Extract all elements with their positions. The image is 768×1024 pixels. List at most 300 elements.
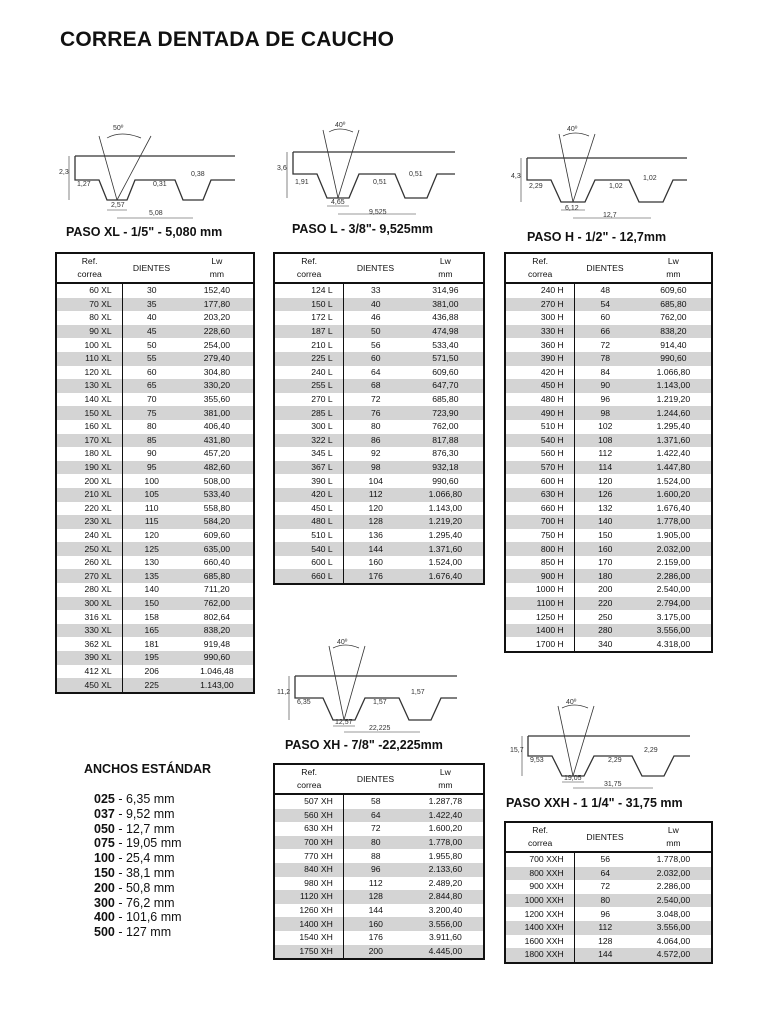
dientes-cell: 158 xyxy=(144,611,159,622)
ref-cell: 124 L xyxy=(274,283,343,298)
table-row xyxy=(56,406,254,420)
lw-cell: 647,70 xyxy=(408,379,484,393)
table-row xyxy=(56,366,254,380)
ref-cell: 1120 XH xyxy=(274,890,343,904)
ref-cell: 450 H xyxy=(505,379,574,393)
dientes-cell: 72 xyxy=(600,339,611,350)
table-row xyxy=(274,809,484,823)
diagram-xl-angle: 50º xyxy=(113,125,124,132)
dientes-cell: 65 xyxy=(122,379,181,393)
lw-cell: 1.447,80 xyxy=(636,461,712,475)
diagram-xl-d2: 1,27 xyxy=(77,181,91,188)
lw-cell: 1.778,00 xyxy=(408,836,484,850)
anchos-item xyxy=(94,851,182,866)
dientes-cell: 180 xyxy=(574,569,636,583)
dientes-cell: 140 xyxy=(144,584,159,595)
ref-cell: 1000 H xyxy=(505,583,574,597)
lw-cell: 2.844,80 xyxy=(408,890,484,904)
table-row xyxy=(56,298,254,312)
dientes-cell: 128 xyxy=(343,515,408,529)
ref-cell: 330 XL xyxy=(56,624,122,638)
table-row xyxy=(274,474,484,488)
table-row xyxy=(274,298,484,312)
lw-cell: 1.524,00 xyxy=(428,557,463,568)
table-row xyxy=(274,393,484,407)
table-row xyxy=(505,488,712,502)
table-row xyxy=(56,488,254,502)
table-row xyxy=(274,890,484,904)
dientes-cell: 114 xyxy=(574,461,636,475)
anchos-value: - 127 mm xyxy=(114,925,172,940)
lw-cell: 990,60 xyxy=(432,475,459,486)
ref-cell: 260 XL xyxy=(56,556,122,570)
diagram-h-d2: 2,29 xyxy=(529,183,543,190)
table-row xyxy=(56,379,254,393)
ref-cell: 540 L xyxy=(274,542,343,556)
lw-cell: 3.556,00 xyxy=(408,917,484,931)
ref-cell: 630 H xyxy=(505,488,574,502)
header-ref: Ref. correa xyxy=(505,822,574,852)
table-row xyxy=(505,515,712,529)
ref-cell: 700 XH xyxy=(274,836,343,850)
anchos-value: - 38,1 mm xyxy=(114,865,175,880)
ref-cell: 1000 XXH xyxy=(505,894,574,908)
table-row xyxy=(505,325,712,339)
dientes-cell: 250 xyxy=(598,611,613,622)
ref-cell: 130 XL xyxy=(56,379,122,393)
diagram-l-d5: 4,65 xyxy=(331,199,345,206)
page-title: CORREA DENTADA DE CAUCHO xyxy=(60,28,395,51)
ref-cell: 1750 XH xyxy=(274,945,343,960)
dientes-cell: 35 xyxy=(122,298,181,312)
lw-cell: 1.778,00 xyxy=(656,854,691,865)
table-row xyxy=(274,542,484,556)
dientes-cell: 85 xyxy=(122,434,181,448)
ref-cell: 180 XL xyxy=(56,447,122,461)
lw-cell: 609,60 xyxy=(660,285,687,296)
table-row xyxy=(505,637,712,652)
ref-cell: 660 H xyxy=(505,502,574,516)
dientes-cell: 110 xyxy=(144,502,159,513)
ref-cell: 1540 XH xyxy=(274,931,343,945)
lw-cell: 2.540,00 xyxy=(636,894,712,908)
diagram-h-d4: 1,02 xyxy=(609,183,623,190)
lw-cell: 406,40 xyxy=(203,421,231,432)
table-row xyxy=(505,352,712,366)
ref-cell: 220 XL xyxy=(56,502,122,516)
dientes-cell: 86 xyxy=(343,434,408,448)
table-row xyxy=(274,917,484,931)
dientes-cell: 56 xyxy=(600,854,611,865)
lw-cell: 314,96 xyxy=(432,285,459,296)
ref-cell: 1260 XH xyxy=(274,904,343,918)
lw-cell: 2.540,00 xyxy=(656,584,691,595)
ref-cell: 170 XL xyxy=(56,434,122,448)
lw-cell: 3.556,00 xyxy=(636,921,712,935)
lw-cell: 1.046,48 xyxy=(200,665,234,676)
ref-cell: 510 L xyxy=(274,529,343,543)
lw-cell: 838,20 xyxy=(636,325,712,339)
table-row xyxy=(505,569,712,583)
lw-cell: 932,18 xyxy=(408,461,484,475)
header-lw: Lw mm xyxy=(408,764,484,794)
ref-cell: 300 H xyxy=(505,311,574,325)
ref-cell: 1400 XH xyxy=(274,917,343,931)
ref-cell: 100 XL xyxy=(56,338,122,352)
dientes-cell: 126 xyxy=(574,488,636,502)
ref-cell: 600 L xyxy=(274,556,343,570)
lw-cell: 1.219,20 xyxy=(408,515,484,529)
ref-cell: 280 XL xyxy=(56,583,122,597)
diagram-xh-d4: 1,57 xyxy=(373,699,387,706)
table-row xyxy=(505,379,712,393)
diagram-xxh-d3: 2,29 xyxy=(644,747,658,754)
table-row xyxy=(274,945,484,960)
dientes-cell: 130 xyxy=(144,557,159,568)
diagram-xxh-d4: 2,29 xyxy=(608,757,622,764)
ref-cell: 560 XH xyxy=(274,809,343,823)
table-row xyxy=(274,502,484,516)
diagram-xl-d3: 0,38 xyxy=(191,171,205,178)
anchos-value: - 12,7 mm xyxy=(114,821,175,836)
lw-cell: 1.524,00 xyxy=(656,475,691,486)
lw-cell: 1.422,40 xyxy=(656,448,691,459)
table-row xyxy=(505,867,712,881)
diagram-xxh-d6: 31,75 xyxy=(604,781,622,788)
header-dientes: DIENTES xyxy=(574,822,636,852)
lw-cell: 279,40 xyxy=(181,352,254,366)
diagram-xh-d6: 22,225 xyxy=(369,725,391,732)
diagram-l xyxy=(275,118,465,222)
diagram-h-d3: 1,02 xyxy=(643,175,657,182)
lw-cell: 990,60 xyxy=(181,651,254,665)
ref-cell: 160 XL xyxy=(56,420,122,434)
dientes-cell: 80 xyxy=(370,421,381,432)
ref-cell: 330 H xyxy=(505,325,574,339)
ref-cell: 367 L xyxy=(274,461,343,475)
anchos-code: 300 xyxy=(94,895,115,910)
belt-profile-xxh-svg xyxy=(508,696,698,792)
anchos-code: 025 xyxy=(94,792,115,806)
dientes-cell: 78 xyxy=(574,352,636,366)
lw-cell: 2.032,00 xyxy=(636,542,712,556)
lw-cell: 2.489,20 xyxy=(428,877,463,888)
header-ref: Ref. correa xyxy=(505,253,574,283)
header-lw: Lw mm xyxy=(636,253,712,283)
dientes-cell: 96 xyxy=(600,908,611,919)
header-lw: Lw mm xyxy=(408,253,484,283)
table-row xyxy=(56,325,254,339)
ref-cell: 80 XL xyxy=(56,311,122,325)
diagram-l-d3: 0,51 xyxy=(409,171,423,178)
lw-cell: 4.318,00 xyxy=(656,638,691,649)
table-row xyxy=(56,447,254,461)
lw-cell: 1.219,20 xyxy=(656,394,691,405)
table-row xyxy=(274,931,484,945)
ref-cell: 490 H xyxy=(505,406,574,420)
lw-cell: 723,90 xyxy=(408,406,484,420)
lw-cell: 1.295,40 xyxy=(656,421,691,432)
dientes-cell: 50 xyxy=(146,339,157,350)
dientes-cell: 128 xyxy=(343,890,407,904)
dientes-cell: 45 xyxy=(122,325,181,339)
ref-cell: 187 L xyxy=(274,325,343,339)
diagram-xh-angle: 40º xyxy=(337,639,348,646)
table-row xyxy=(56,583,254,597)
lw-cell: 571,50 xyxy=(408,352,484,366)
table-row xyxy=(274,794,484,809)
lw-cell: 3.200,40 xyxy=(428,905,463,916)
dientes-cell: 140 xyxy=(574,515,636,529)
lw-cell: 228,60 xyxy=(181,325,254,339)
caption-xh: PASO XH - 7/8" -22,225mm xyxy=(285,738,443,752)
lw-cell: 685,80 xyxy=(432,394,459,405)
table-header-row xyxy=(505,822,712,852)
ref-cell: 420 L xyxy=(274,488,343,502)
dientes-cell: 150 xyxy=(598,529,613,540)
ref-cell: 150 XL xyxy=(56,406,122,420)
anchos-item xyxy=(94,807,182,822)
lw-cell: 355,60 xyxy=(203,394,231,405)
lw-cell: 802,64 xyxy=(203,611,231,622)
dientes-cell: 220 xyxy=(574,597,636,611)
diagram-xxh-d1: 15,7 xyxy=(510,747,524,754)
ref-cell: 200 XL xyxy=(56,474,122,488)
lw-cell: 4.572,00 xyxy=(636,948,712,963)
table-row xyxy=(274,515,484,529)
table-row xyxy=(56,311,254,325)
dientes-cell: 60 xyxy=(343,352,408,366)
anchos-code: 500 xyxy=(94,925,115,940)
caption-h: PASO H - 1/2" - 12,7mm xyxy=(527,230,667,244)
ref-cell: 60 XL xyxy=(56,283,122,298)
ref-cell: 900 H xyxy=(505,569,574,583)
ref-cell: 390 L xyxy=(274,474,343,488)
dientes-cell: 72 xyxy=(370,394,381,405)
ref-cell: 480 H xyxy=(505,393,574,407)
dientes-cell: 98 xyxy=(343,461,408,475)
lw-cell: 762,00 xyxy=(432,421,459,432)
ref-cell: 90 XL xyxy=(56,325,122,339)
dientes-cell: 88 xyxy=(370,850,381,861)
anchos-code: 400 xyxy=(94,910,115,925)
anchos-item xyxy=(94,866,182,881)
ref-cell: 510 H xyxy=(505,420,574,434)
lw-cell: 1.422,40 xyxy=(408,809,484,823)
lw-cell: 2.159,00 xyxy=(656,557,691,568)
anchos-title: ANCHOS ESTÁNDAR xyxy=(84,762,212,776)
anchos-item xyxy=(94,896,182,911)
ref-cell: 1700 H xyxy=(505,637,574,652)
ref-cell: 322 L xyxy=(274,434,343,448)
dientes-cell: 104 xyxy=(368,475,383,486)
table-header-row xyxy=(56,253,254,283)
dientes-cell: 120 xyxy=(368,502,383,513)
ref-cell: 230 XL xyxy=(56,515,122,529)
ref-cell: 1600 XXH xyxy=(505,935,574,949)
table-row xyxy=(505,542,712,556)
lw-cell: 381,00 xyxy=(408,298,484,312)
diagram-h-d6: 12,7 xyxy=(603,212,617,219)
lw-cell: 1.600,20 xyxy=(636,488,712,502)
dientes-cell: 54 xyxy=(574,298,636,312)
belt-profile-xl-svg xyxy=(55,118,245,222)
ref-cell: 300 XL xyxy=(56,597,122,611)
lw-cell: 482,60 xyxy=(181,461,254,475)
dientes-cell: 46 xyxy=(370,312,381,323)
table-row xyxy=(56,502,254,516)
table-row xyxy=(56,610,254,624)
table-row xyxy=(274,863,484,877)
dientes-cell: 120 xyxy=(598,475,613,486)
lw-cell: 1.676,40 xyxy=(408,569,484,584)
dientes-cell: 56 xyxy=(370,339,381,350)
lw-cell: 177,80 xyxy=(181,298,254,312)
dientes-cell: 115 xyxy=(122,515,181,529)
dientes-cell: 30 xyxy=(146,285,157,296)
lw-cell: 254,00 xyxy=(203,339,231,350)
dientes-cell: 120 xyxy=(144,529,159,540)
anchos-value: - 19,05 mm xyxy=(114,836,182,851)
ref-cell: 540 H xyxy=(505,434,574,448)
ref-cell: 120 XL xyxy=(56,366,122,380)
dientes-cell: 48 xyxy=(600,285,611,296)
ref-cell: 360 H xyxy=(505,338,574,352)
lw-cell: 660,40 xyxy=(203,557,231,568)
dientes-cell: 280 xyxy=(574,624,636,638)
dientes-cell: 135 xyxy=(122,569,181,583)
ref-cell: 210 L xyxy=(274,338,343,352)
anchos-code: 075 xyxy=(94,836,115,851)
caption-xl: PASO XL - 1/5" - 5,080 mm xyxy=(66,225,223,239)
dientes-cell: 64 xyxy=(343,809,407,823)
lw-cell: 762,00 xyxy=(181,597,254,611)
diagram-h-angle: 40º xyxy=(567,126,578,133)
table-row xyxy=(505,880,712,894)
table-row xyxy=(274,461,484,475)
table-row xyxy=(505,907,712,921)
dientes-cell: 60 xyxy=(600,312,611,323)
dientes-cell: 181 xyxy=(144,638,159,649)
diagram-xl-d1: 2,3 xyxy=(59,169,69,176)
table-row xyxy=(56,529,254,543)
table-row xyxy=(505,921,712,935)
dientes-cell: 195 xyxy=(122,651,181,665)
dientes-cell: 176 xyxy=(343,569,408,584)
dientes-cell: 64 xyxy=(370,366,381,377)
header-ref: Ref. correa xyxy=(56,253,122,283)
diagram-h xyxy=(505,120,695,224)
table-row xyxy=(505,852,712,867)
ref-cell: 560 H xyxy=(505,447,574,461)
dientes-cell: 95 xyxy=(122,461,181,475)
lw-cell: 1.778,00 xyxy=(636,515,712,529)
lw-cell: 685,80 xyxy=(636,298,712,312)
ref-cell: 250 XL xyxy=(56,542,122,556)
lw-cell: 838,20 xyxy=(181,624,254,638)
dientes-cell: 58 xyxy=(370,796,381,807)
lw-cell: 431,80 xyxy=(181,434,254,448)
anchos-list xyxy=(94,792,182,940)
ref-cell: 800 XXH xyxy=(505,867,574,881)
table-row xyxy=(505,583,712,597)
table-row xyxy=(505,393,712,407)
ref-cell: 1400 XXH xyxy=(505,921,574,935)
lw-cell: 2.794,00 xyxy=(636,597,712,611)
lw-cell: 990,60 xyxy=(636,352,712,366)
table-row xyxy=(505,610,712,624)
dientes-cell: 128 xyxy=(598,935,613,946)
ref-cell: 700 XXH xyxy=(505,852,574,867)
ref-cell: 285 L xyxy=(274,406,343,420)
table-row xyxy=(505,406,712,420)
dientes-cell: 40 xyxy=(146,312,157,323)
dientes-cell: 72 xyxy=(600,881,611,892)
anchos-value: - 101,6 mm xyxy=(114,910,182,925)
dientes-cell: 108 xyxy=(574,434,636,448)
dientes-cell: 144 xyxy=(368,905,383,916)
lw-cell: 474,98 xyxy=(408,325,484,339)
table-row xyxy=(56,474,254,488)
dientes-cell: 200 xyxy=(343,945,407,960)
ref-cell: 110 XL xyxy=(56,352,122,366)
ref-cell: 240 L xyxy=(274,366,343,380)
table-row xyxy=(274,379,484,393)
dientes-cell: 72 xyxy=(370,823,381,834)
diagram-l-d6: 9,525 xyxy=(369,209,387,216)
table-header-row xyxy=(505,253,712,283)
lw-cell: 4.445,00 xyxy=(408,945,484,960)
table-row xyxy=(56,597,254,611)
dientes-cell: 112 xyxy=(368,877,383,888)
table-row xyxy=(505,935,712,949)
table-row xyxy=(274,569,484,584)
lw-cell: 584,20 xyxy=(181,515,254,529)
ref-cell: 660 L xyxy=(274,569,343,584)
table-row xyxy=(56,569,254,583)
table-row xyxy=(505,283,712,298)
table-row xyxy=(56,556,254,570)
ref-cell: 316 XL xyxy=(56,610,122,624)
table-row xyxy=(505,338,712,352)
anchos-code: 037 xyxy=(94,806,115,821)
anchos-value: - 6,35 mm xyxy=(114,792,175,806)
lw-cell: 2.286,00 xyxy=(656,881,691,892)
header-ref: Ref. correa xyxy=(274,253,343,283)
lw-cell: 381,00 xyxy=(181,406,254,420)
lw-cell: 1.955,80 xyxy=(428,850,463,861)
table-row xyxy=(274,434,484,448)
anchos-item xyxy=(94,910,182,925)
lw-cell: 1.905,00 xyxy=(656,529,691,540)
dientes-cell: 125 xyxy=(122,542,181,556)
anchos-item xyxy=(94,881,182,896)
anchos-value: - 50,8 mm xyxy=(114,880,175,895)
table-row xyxy=(274,849,484,863)
table-row xyxy=(274,556,484,570)
table-row xyxy=(56,461,254,475)
table-row xyxy=(274,406,484,420)
lw-cell: 635,00 xyxy=(181,542,254,556)
ref-cell: 630 XH xyxy=(274,822,343,836)
table-row xyxy=(274,352,484,366)
table-row xyxy=(56,515,254,529)
ref-cell: 172 L xyxy=(274,311,343,325)
ref-cell: 345 L xyxy=(274,447,343,461)
table-xh xyxy=(273,763,485,960)
lw-cell: 1.600,20 xyxy=(428,823,463,834)
table-row xyxy=(56,637,254,651)
